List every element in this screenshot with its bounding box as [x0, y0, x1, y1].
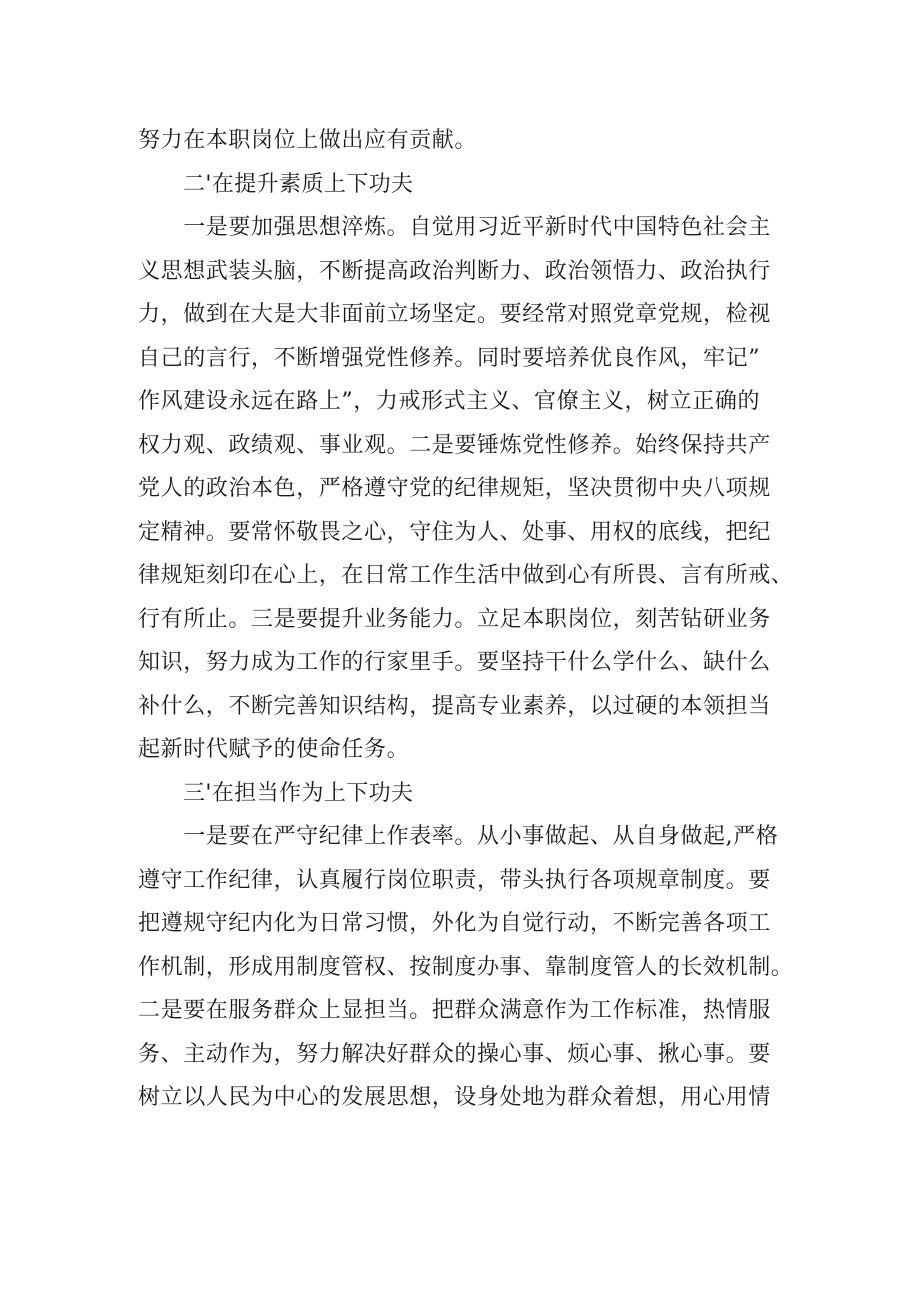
section-heading-2: 二'在提升素质上下功夫	[183, 172, 414, 197]
text-line: 把遵规守纪内化为日常习惯，外化为自觉行动，不断完善各项工	[138, 911, 771, 936]
text-line: 务、主动作为，努力解决好群众的操心事、烦心事、揪心事。要	[138, 1042, 771, 1067]
text-line: 作风建设永远在路上”，力戒形式主义、官僚主义，树立正确的	[138, 389, 761, 414]
text-line: 作机制，形成用制度管权、按制度办事、靠制度管人的长效机制。	[138, 955, 794, 980]
text-line: 定精神。要常怀敬畏之心，守住为人、处事、用权的底线，把纪	[138, 520, 771, 545]
text-line: 起新时代赋予的使命任务。	[138, 737, 410, 762]
text-line: 力，做到在大是大非面前立场坚定。要经常对照党章党规，检视	[138, 302, 771, 327]
text-line: 律规矩刻印在心上，在日常工作生活中做到心有所畏、言有所戒、	[138, 563, 794, 588]
text-line: 二是要在服务群众上显担当。把群众满意作为工作标准，热情服	[138, 998, 771, 1023]
text-line: 知识，努力成为工作的行家里手。要坚持干什么学什么、缺什么	[138, 650, 771, 675]
text-line: 补什么，不断完善知识结构，提高专业素养，以过硬的本领担当	[138, 694, 771, 719]
text-line: 党人的政治本色，严格遵守党的纪律规矩，坚决贯彻中央八项规	[138, 476, 771, 501]
text-line: 一是要加强思想淬炼。自觉用习近平新时代中国特色社会主	[138, 215, 771, 240]
text-line: 一是要在严守纪律上作表率。从小事做起、从自身做起,严格	[138, 824, 779, 849]
text-line: 树立以人民为中心的发展思想，设身处地为群众着想，用心用情	[138, 1085, 771, 1110]
text-line: 自己的言行，不断增强党性修养。同时要培养优良作风，牢记”	[138, 346, 761, 371]
text-line: 遵守工作纪律，认真履行岗位职责，带头执行各项规章制度。要	[138, 868, 771, 893]
text-line: 行有所止。三是要提升业务能力。立足本职岗位，刻苦钻研业务	[138, 607, 771, 632]
text-line: 义思想武装头脑，不断提高政治判断力、政治领悟力、政治执行	[138, 259, 771, 284]
text-line: 权力观、政绩观、事业观。二是要锤炼党性修养。始终保持共产	[138, 433, 771, 458]
section-heading-3: 三'在担当作为上下功夫	[183, 781, 414, 806]
text-line: 努力在本职岗位上做出应有贡献。	[138, 128, 478, 153]
